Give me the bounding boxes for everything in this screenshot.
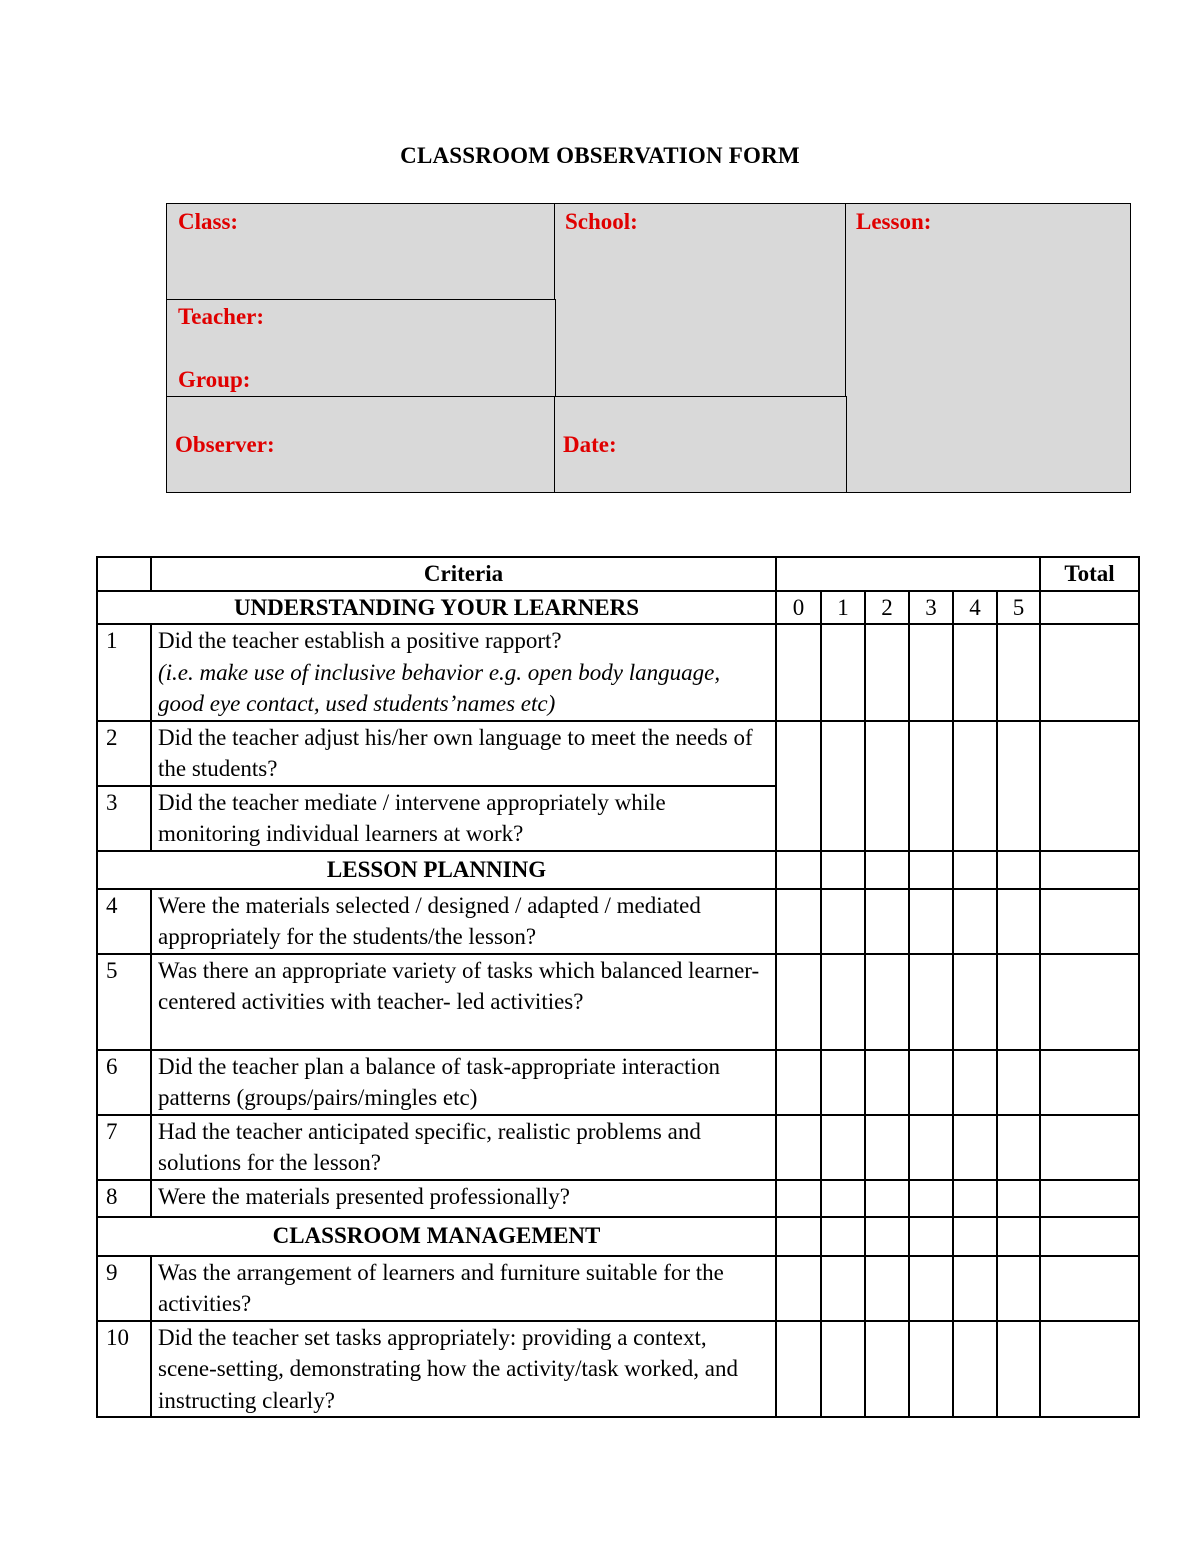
table-row: [97, 624, 1139, 721]
item-text: Did the teacher plan a balance of task-appropriate interaction patterns (groups/pairs/mingles etc): [151, 1050, 776, 1115]
table-row: [97, 1050, 1139, 1115]
section-management: CLASSROOM MANAGEMENT: [97, 1217, 776, 1256]
item-text: Was there an appropriate variety of tasks which balanced learner-centered activities with teacher- led activities?: [151, 954, 776, 1050]
table-row: [97, 954, 1139, 1050]
total-header: Total: [1040, 557, 1139, 591]
score-cell[interactable]: [776, 1256, 821, 1321]
score-label-2: 2: [865, 591, 909, 625]
item-text: Were the materials presented professionally?: [151, 1180, 776, 1217]
score-cell[interactable]: [776, 954, 821, 1050]
score-cell[interactable]: [865, 889, 909, 954]
score-label-0: 0: [776, 591, 821, 625]
total-cell[interactable]: [1040, 624, 1139, 721]
lesson-label: Lesson:: [856, 209, 932, 234]
item-number: 5: [97, 954, 151, 1050]
score-cell[interactable]: [821, 889, 865, 954]
score-cell[interactable]: [953, 1256, 997, 1321]
score-cell[interactable]: [953, 1321, 997, 1418]
score-cell[interactable]: [953, 624, 997, 721]
header-info-box: [166, 203, 1131, 493]
group-label: Group:: [178, 367, 251, 392]
score-cell[interactable]: [909, 889, 953, 954]
score-cell[interactable]: [821, 1256, 865, 1321]
score-cell: [997, 1217, 1040, 1256]
total-cell[interactable]: [1040, 889, 1139, 954]
item-number: 6: [97, 1050, 151, 1115]
score-cell[interactable]: [776, 721, 821, 851]
score-cell[interactable]: [865, 1050, 909, 1115]
total-cell[interactable]: [1040, 954, 1139, 1050]
item-number: 10: [97, 1321, 151, 1418]
total-cell[interactable]: [1040, 1180, 1139, 1217]
criteria-header: Criteria: [151, 557, 776, 591]
item-note: (i.e. make use of inclusive behavior e.g. open body language, good eye contact, used students’names etc): [158, 659, 721, 716]
item-number: 8: [97, 1180, 151, 1217]
item-number: 1: [97, 624, 151, 721]
date-label: Date:: [563, 432, 617, 457]
corner-cell: [97, 557, 151, 591]
table-row: [97, 721, 1139, 786]
score-cell[interactable]: [865, 954, 909, 1050]
score-cell[interactable]: [821, 1050, 865, 1115]
score-cell[interactable]: [997, 1050, 1040, 1115]
item-number: 7: [97, 1115, 151, 1180]
item-number: 9: [97, 1256, 151, 1321]
score-cell[interactable]: [953, 889, 997, 954]
score-cell[interactable]: [997, 954, 1040, 1050]
table-row: [97, 1180, 1139, 1217]
score-cell[interactable]: [776, 1180, 821, 1217]
score-cell: [865, 851, 909, 889]
score-label-1: 1: [821, 591, 865, 625]
score-cell[interactable]: [821, 1115, 865, 1180]
table-row: [97, 1321, 1139, 1418]
score-cell: [776, 1217, 821, 1256]
score-cell[interactable]: [997, 1256, 1040, 1321]
score-cell[interactable]: [865, 1180, 909, 1217]
score-cell[interactable]: [997, 1321, 1040, 1418]
total-cell[interactable]: [1040, 1321, 1139, 1418]
score-cell[interactable]: [865, 1256, 909, 1321]
total-cell[interactable]: [1040, 1050, 1139, 1115]
item-text: Did the teacher set tasks appropriately: providing a context, scene-setting, demonstrating how the activity/task worked, and instructing clearly?: [151, 1321, 776, 1418]
scores-header: [776, 557, 1040, 591]
school-label: School:: [565, 209, 638, 234]
score-cell: [909, 1217, 953, 1256]
class-label: Class:: [178, 209, 239, 234]
score-cell[interactable]: [997, 1115, 1040, 1180]
score-cell: [821, 851, 865, 889]
score-label-4: 4: [953, 591, 997, 625]
score-cell[interactable]: [953, 954, 997, 1050]
score-cell[interactable]: [776, 1321, 821, 1418]
item-text: Did the teacher mediate / intervene appropriately while monitoring individual learners at work?: [151, 786, 776, 851]
total-cell: [1040, 1217, 1139, 1256]
score-cell[interactable]: [953, 1115, 997, 1180]
score-cell[interactable]: [821, 1180, 865, 1217]
score-label-3: 3: [909, 591, 953, 625]
lesson-field[interactable]: [845, 203, 1131, 493]
score-cell[interactable]: [997, 889, 1040, 954]
item-text: [151, 624, 776, 721]
score-cell[interactable]: [776, 624, 821, 721]
score-cell: [909, 851, 953, 889]
item-text: Was the arrangement of learners and furniture suitable for the activities?: [151, 1256, 776, 1321]
total-cell[interactable]: [1040, 1115, 1139, 1180]
table-row: [97, 1115, 1139, 1180]
score-cell[interactable]: [821, 1321, 865, 1418]
table-row: [97, 889, 1139, 954]
score-cell[interactable]: [997, 624, 1040, 721]
total-cell: [1040, 851, 1139, 889]
item-question: Did the teacher establish a positive rapport?: [158, 628, 562, 653]
score-cell: [776, 851, 821, 889]
item-number: 4: [97, 889, 151, 954]
score-cell[interactable]: [776, 1050, 821, 1115]
total-cell[interactable]: [1040, 721, 1139, 851]
score-cell[interactable]: [865, 721, 909, 851]
score-cell[interactable]: [909, 954, 953, 1050]
score-cell[interactable]: [821, 954, 865, 1050]
section-planning: LESSON PLANNING: [97, 851, 776, 889]
score-cell[interactable]: [865, 1321, 909, 1418]
score-cell[interactable]: [865, 624, 909, 721]
score-cell[interactable]: [953, 721, 997, 851]
score-cell[interactable]: [821, 721, 865, 851]
score-cell[interactable]: [909, 1115, 953, 1180]
score-cell[interactable]: [909, 1050, 953, 1115]
score-cell[interactable]: [909, 624, 953, 721]
score-cell[interactable]: [997, 721, 1040, 851]
score-cell[interactable]: [821, 624, 865, 721]
score-cell: [953, 851, 997, 889]
total-cell[interactable]: [1040, 591, 1139, 625]
score-cell[interactable]: [909, 721, 953, 851]
score-cell: [821, 1217, 865, 1256]
score-label-5: 5: [997, 591, 1040, 625]
score-cell[interactable]: [776, 889, 821, 954]
score-cell[interactable]: [909, 1321, 953, 1418]
score-cell[interactable]: [997, 1180, 1040, 1217]
score-cell[interactable]: [953, 1180, 997, 1217]
table-row: [97, 1256, 1139, 1321]
score-cell[interactable]: [776, 1115, 821, 1180]
section-understanding: UNDERSTANDING YOUR LEARNERS: [97, 591, 776, 625]
score-cell: [997, 851, 1040, 889]
item-text: Were the materials selected / designed / adapted / mediated appropriately for the students/the lesson?: [151, 889, 776, 954]
score-cell[interactable]: [953, 1050, 997, 1115]
criteria-table: [96, 556, 1140, 1418]
score-cell: [865, 1217, 909, 1256]
form-title: CLASSROOM OBSERVATION FORM: [400, 143, 800, 168]
score-cell: [953, 1217, 997, 1256]
score-cell[interactable]: [909, 1180, 953, 1217]
teacher-label: Teacher:: [178, 304, 265, 329]
score-cell[interactable]: [909, 1256, 953, 1321]
item-text: Had the teacher anticipated specific, realistic problems and solutions for the lesson?: [151, 1115, 776, 1180]
score-cell[interactable]: [865, 1115, 909, 1180]
item-number: 3: [97, 786, 151, 851]
item-text: Did the teacher adjust his/her own language to meet the needs of the students?: [151, 721, 776, 786]
total-cell[interactable]: [1040, 1256, 1139, 1321]
observer-label: Observer:: [175, 432, 275, 457]
item-number: 2: [97, 721, 151, 786]
